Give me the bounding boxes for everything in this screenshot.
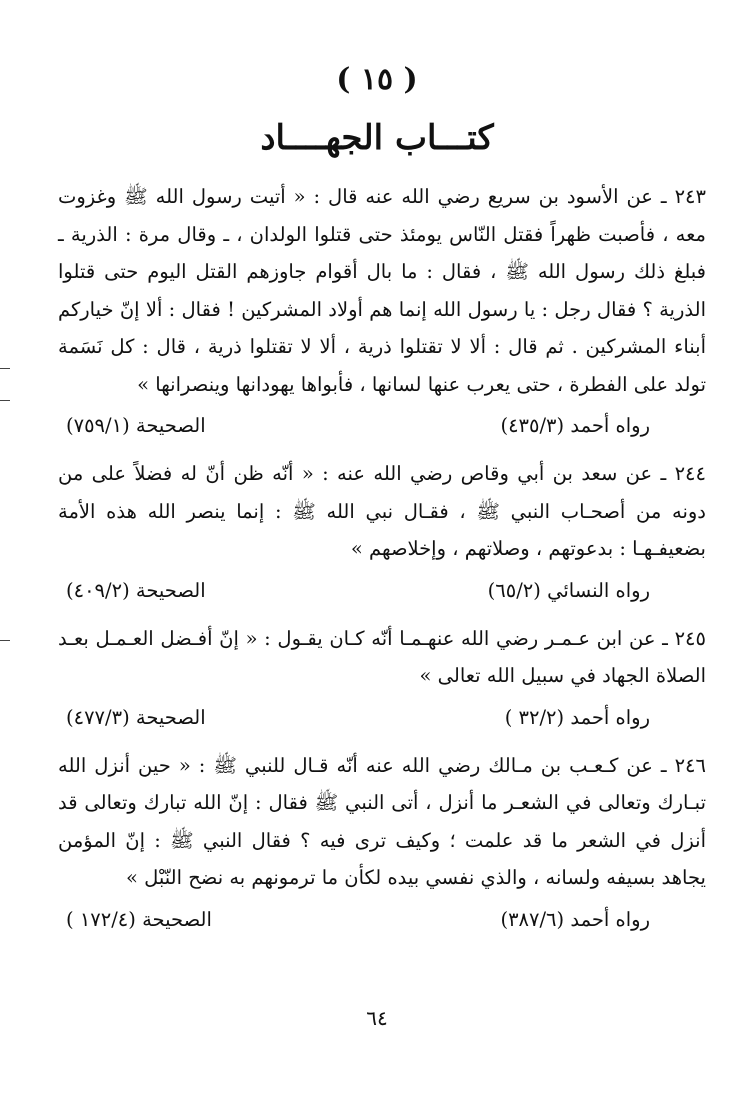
margin-mark — [0, 368, 10, 369]
hadith-reference — [58, 572, 706, 610]
hadith-text: ٢٤٦ ـ عن كـعـب بن مـالك رضي الله عنه أنّه قـال للنبي ﷺ : « حين أنزل الله تبـارك وتعالى في الشعـر ما أنزل ، أتى النبي ﷺ فقال : إنّ الله تبارك وتعالى قد أنزل في الشعر ما قد علمت ؛ وكيف ترى فيه ؟ فقال النبي ﷺ : إنّ المؤمن يجاهد بسيفه ولسانه ، والذي نفسي بيده لكأن ما ترمونهم به نضح النّبْل » — [58, 753, 706, 889]
hadith-source: رواه أحمد (٤٣٥/٣) — [500, 414, 650, 437]
chapter-number: ( ١٥ ) — [336, 62, 418, 97]
hadith-source: رواه النسائي (٦٥/٢) — [487, 578, 650, 602]
hadith-source: رواه أحمد (٣٨٧/٦) — [500, 907, 650, 931]
hadith-243 — [58, 178, 706, 445]
hadith-authentication: الصحيحة (٤٠٩/٢) — [66, 578, 206, 602]
margin-mark — [0, 400, 10, 401]
hadith-reference — [58, 901, 706, 939]
hadith-authentication: الصحيحة (١٧٢/٤ ) — [66, 907, 212, 931]
chapter-title: كتـــاب الجهــــاد — [260, 118, 494, 158]
hadith-246 — [58, 747, 706, 939]
hadith-244 — [58, 455, 706, 610]
page-number: ٦٤ — [366, 1006, 388, 1030]
hadith-source: رواه أحمد (٣٢/٢ ) — [504, 705, 650, 729]
hadith-list — [58, 178, 706, 949]
hadith-text: ٢٤٤ ـ عن سعد بن أبي وقاص رضي الله عنه : « أنّه ظن أنّ له فضلاً على من دونه من أصحـاب النبي ﷺ ، فقـال نبي الله ﷺ : إنما ينصر الله هذه الأمة بضعيفـهـا : بدعوتهم ، وصلاتهم ، وإخلاصهم » — [58, 462, 706, 560]
hadith-reference — [58, 699, 706, 737]
hadith-reference — [58, 407, 706, 445]
hadith-authentication: الصحيحة (٧٥٩/١) — [66, 414, 206, 437]
hadith-text: ٢٤٥ ـ عن ابن عـمـر رضي الله عنهـمـا أنّه كـان يقـول : « إنّ أفـضل العـمـل بعـد الصلاة الجهاد في سبيل الله تعالى » — [58, 626, 706, 687]
margin-mark — [0, 640, 10, 641]
hadith-245 — [58, 620, 706, 737]
hadith-text: ٢٤٣ ـ عن الأسود بن سريع رضي الله عنه قال : « أتيت رسول الله ﷺ وغزوت معه ، فأصبت ظهراً فقتل النّاس يومئذ حتى قتلوا الولدان ، ـ وقال مرة : الذرية ـ فبلغ ذلك رسول الله ﷺ ، فقال : ما بال أقوام جاوزهم القتل اليوم حتى قتلوا الذرية ؟ فقال رجل : يا رسول الله إنما هم أولاد المشركين ! فقال : ألا إنّ خياركم أبناء المشركين . ثم قال : ألا لا تقتلوا ذرية ، ألا لا تقتلوا ذرية ، قال : كل نَسَمة تولد على الفطرة ، حتى يعرب عنها لسانها ، فأبواها يهودانها وينصرانها » — [58, 185, 706, 396]
hadith-authentication: الصحيحة (٤٧٧/٣) — [66, 705, 206, 729]
